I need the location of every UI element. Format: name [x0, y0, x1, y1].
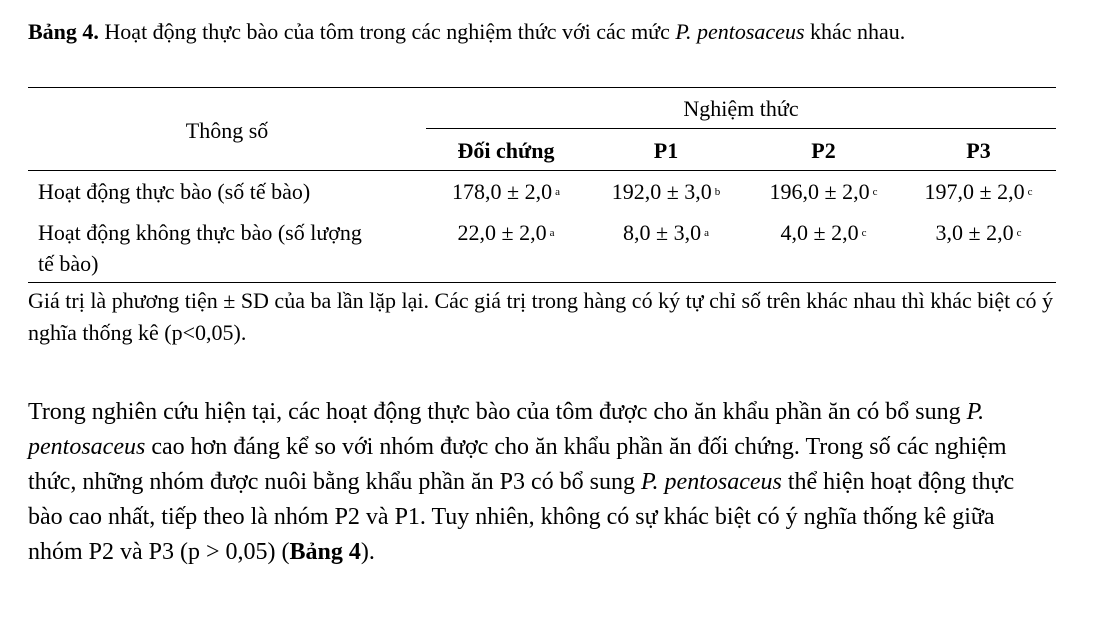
data-table — [28, 87, 1056, 283]
table-cell — [901, 220, 1056, 246]
significance-letter: c — [1016, 227, 1022, 239]
table-cell — [586, 179, 746, 205]
paragraph-text: thể hiện hoạt động thực bào cao nhất, tiếp theo là nhóm P2 và P1. Tuy nhiên, không có sự khác biệt có ý nghĩa thống kê giữa nhóm P2 và P3 (p > 0,05) ( — [28, 469, 1015, 565]
cell-value: 22,0 ± 2,0 — [457, 220, 547, 245]
treatment-group-header: Nghiệm thức — [683, 96, 799, 121]
cell-value: 8,0 ± 3,0 — [623, 220, 702, 245]
table-cell — [426, 179, 586, 205]
table-cell — [746, 220, 901, 246]
species-name: P. pentosaceus — [28, 399, 985, 460]
caption-text-end: khác nhau. — [804, 19, 906, 44]
paragraph-text: ). — [360, 539, 375, 565]
cell-value: 192,0 ± 3,0 — [611, 179, 712, 204]
body-paragraph — [28, 395, 1028, 570]
table-cell — [901, 179, 1056, 205]
param-header: Thông số — [185, 118, 269, 143]
significance-letter: a — [704, 227, 709, 239]
table-caption — [28, 10, 1038, 54]
row-label-non-phagocytic: Hoạt động không thực bào (số lượng tế bào) — [38, 220, 362, 276]
cell-value: 196,0 ± 2,0 — [769, 179, 870, 204]
header-bottom-rule — [28, 170, 1056, 171]
row-label-phagocytic: Hoạt động thực bào (số tế bào) — [38, 179, 311, 204]
significance-letter: a — [555, 186, 560, 198]
significance-letter: a — [549, 227, 555, 239]
table-cell — [746, 179, 901, 205]
paragraph-text: Trong nghiên cứu hiện tại, các hoạt động thực bào của tôm được cho ăn khẩu phần ăn có bổ sung — [28, 399, 967, 425]
group-header-rule — [426, 128, 1056, 129]
caption-text: Hoạt động thực bào của tôm trong các nghiệm thức với các mức — [98, 19, 676, 44]
significance-letter: c — [872, 186, 878, 198]
table-cell — [426, 220, 586, 246]
significance-letter: b — [714, 186, 721, 198]
cell-value: 197,0 ± 2,0 — [924, 179, 1025, 204]
col-header-p3: P3 — [966, 138, 991, 163]
col-header-p1: P1 — [653, 138, 679, 163]
col-header-p2: P2 — [811, 138, 836, 163]
col-header-control: Đối chứng — [457, 138, 555, 163]
table-cell — [586, 220, 746, 246]
caption-label: Bảng 4. — [28, 19, 99, 44]
significance-letter: c — [861, 227, 867, 239]
cell-value: 3,0 ± 2,0 — [935, 220, 1014, 245]
cell-value: 178,0 ± 2,0 — [452, 179, 553, 204]
paragraph-text: cao hơn đáng kể so với nhóm được cho ăn khẩu phần ăn đối chứng. Trong số các nghiệm thức, những nhóm được nuôi bằng khẩu phần ăn P3 có bổ sung — [28, 434, 1007, 495]
significance-letter: c — [1027, 186, 1033, 198]
species-name: P. pentosaceus — [640, 469, 782, 495]
caption-species: P. pentosaceus — [675, 19, 805, 44]
table-footnote: Giá trị là phương tiện ± SD của ba lần lặp lại. Các giá trị trong hàng có ký tự chỉ số trên khác nhau thì khác biệt có ý nghĩa thống kê (p<0,05). — [28, 288, 1054, 345]
cell-value: 4,0 ± 2,0 — [780, 220, 859, 245]
table-reference: Bảng 4 — [289, 539, 361, 565]
